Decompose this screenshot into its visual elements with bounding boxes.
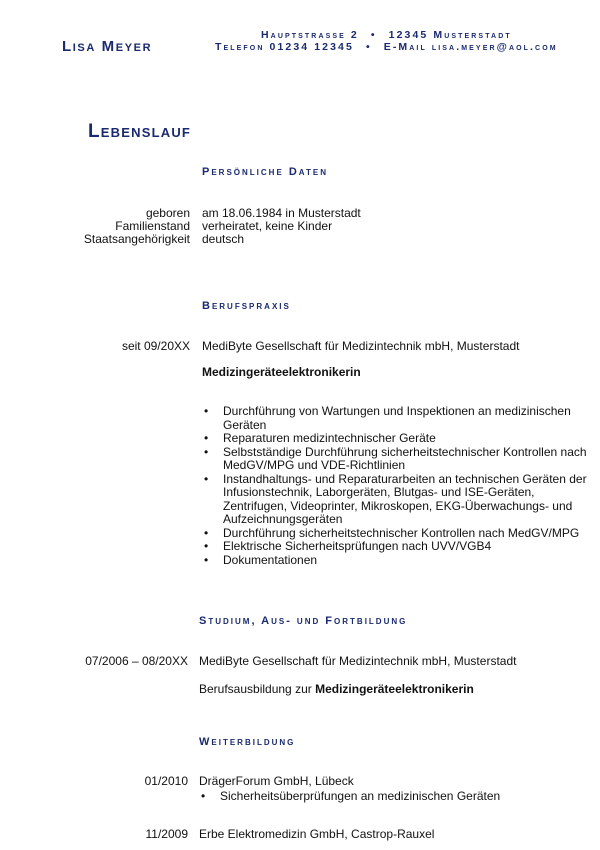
education-training (199, 683, 474, 696)
list-item: • Dokumentationen (202, 554, 594, 568)
section-heading-personal: Persönliche Daten (202, 166, 328, 178)
list-item: • Selbstständige Durchführung sicherheitstechnischer Kontrollen nach MedGV/MPG und VDE-Richtlinien (202, 446, 594, 473)
section-heading-further-training: Weiterbildung (199, 736, 296, 748)
label-born: geboren (145, 206, 190, 220)
label-marital-status: Familienstand (115, 219, 190, 233)
city: 12345 Musterstadt (388, 29, 512, 41)
education-date: 07/2006 – 08/20XX (85, 654, 188, 668)
separator: • (365, 41, 372, 53)
training-title: Medizingeräteelektronikerin (315, 682, 474, 696)
list-item: • Reparaturen medizintechnischer Geräte (202, 432, 594, 446)
value-born: am 18.06.1984 in Musterstadt (202, 206, 361, 220)
label-nationality: Staatsangehörigkeit (83, 232, 190, 246)
list-item: • Sicherheitsüberprüfungen an medizinischen Geräten (199, 790, 591, 804)
list-item: • Elektrische Sicherheitsprüfungen nach UVV/VGB4 (202, 540, 594, 554)
training-prefix: Berufsausbildung zur (199, 682, 312, 696)
value-nationality: deutsch (202, 232, 245, 246)
separator: • (370, 29, 377, 41)
further-date-1: 01/2010 (144, 774, 188, 788)
experience-employer: MediByte Gesellschaft für Medizintechnik mbH, Musterstadt (202, 339, 520, 353)
education-institution: MediByte Gesellschaft für Medizintechnik mbH, Musterstadt (199, 654, 517, 668)
value-marital-status: verheiratet, keine Kinder (202, 219, 333, 233)
experience-date: seit 09/20XX (121, 339, 190, 353)
contact-line (215, 41, 558, 53)
street: Hauptstrasse 2 (261, 29, 359, 41)
section-heading-experience: Berufspraxis (202, 300, 291, 312)
email[interactable]: E-Mail lisa.meyer@aol.com (383, 41, 558, 53)
section-heading-education: Studium, Aus- und Fortbildung (199, 615, 408, 627)
list-item: • Instandhaltungs- und Reparaturarbeiten an technischen Geräten der Infusionstechnik, Laborgeräten, Blutgas- und ISE-Geräten, Zentrifugen, Videoprinter, Mikroskopen, EKG-Überwachungs- und Aufzeichnungsgeräten (202, 473, 594, 527)
phone: Telefon 01234 12345 (215, 41, 354, 53)
list-item: • Durchführung sicherheitstechnischer Kontrollen nach MedGV/MPG (202, 527, 594, 541)
experience-position: Medizingeräteelektronikerin (202, 365, 361, 379)
task-list (202, 405, 594, 567)
further-provider-2: Erbe Elektromedizin GmbH, Castrop-Rauxel (199, 827, 435, 841)
further-topic-list (199, 790, 591, 804)
applicant-name: Lisa Meyer (62, 38, 153, 55)
address-line (261, 29, 512, 41)
further-provider-1: DrägerForum GmbH, Lübeck (199, 774, 354, 788)
further-date-2: 11/2009 (145, 827, 188, 841)
document-title: Lebenslauf (88, 121, 192, 142)
list-item: • Durchführung von Wartungen und Inspektionen an medizinischen Geräten (202, 405, 594, 432)
